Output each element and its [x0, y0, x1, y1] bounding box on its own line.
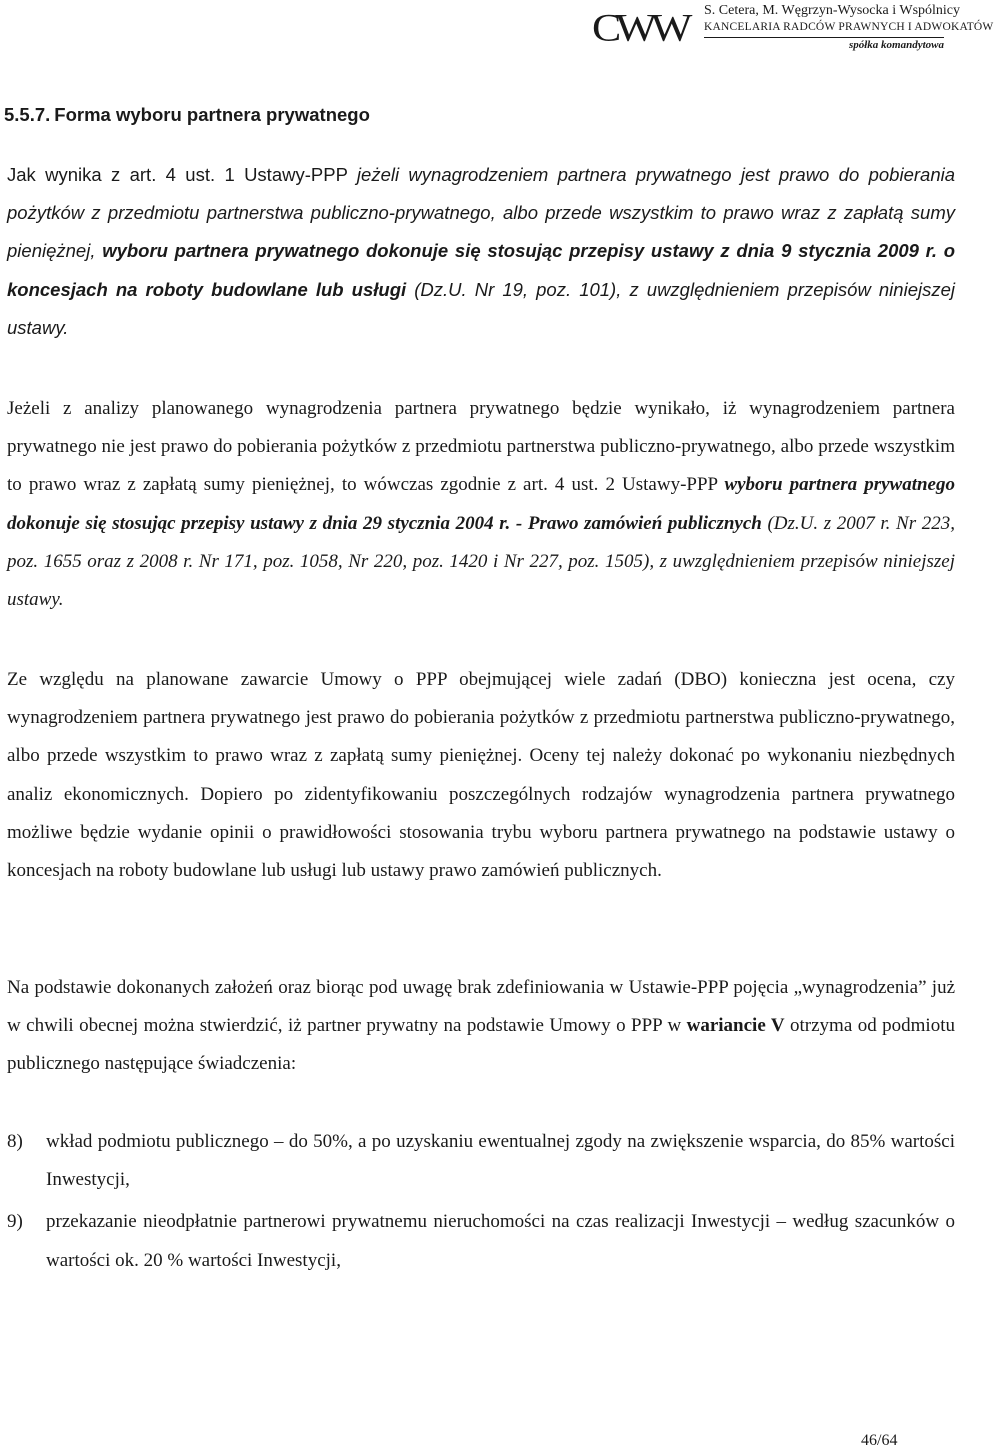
logo-rule: [704, 37, 944, 38]
section-number: 5.5.7.: [4, 104, 51, 125]
list-item: [7, 1203, 955, 1279]
paragraph-2-citation: (Dz.U. z 2007 r. Nr 223, poz. 1655 oraz z 2008 r. Nr 171, poz. 1058, Nr 220, poz. 1420 i Nr 227, poz. 1505), z uwzględnieniem przepisów niniejszej ustawy.: [7, 512, 955, 611]
paragraph-4-outro: otrzyma od podmiotu publicznego następujące świadczenia:: [7, 1015, 955, 1075]
section-title: Forma wyboru partnera prywatnego: [54, 104, 370, 125]
section-heading: [4, 104, 370, 126]
paragraph-2: [7, 390, 955, 619]
firm-name: S. Cetera, M. Węgrzyn-Wysocka i Wspólnicy: [704, 3, 961, 18]
paragraph-3: Ze względu na planowane zawarcie Umowy o PPP obejmującej wiele zadań (DBO) konieczna jest ocena, czy wynagrodzeniem partnera prywatnego jest prawo do pobierania pożytków z przedmiotu partnerstwa publiczno-prywatnego, albo przede wszystkim to prawo wraz z zapłatą sumy pieniężnej. Oceny tej należy dokonać po wykonaniu niezbędnych analiz ekonomicznych. Dopiero po zidentyfikowaniu poszczególnych rodzajów wynagrodzenia partnera prywatnego możliwe będzie wydanie opinii o prawidłowości stosowania trybu wyboru partnera prywatnego na podstawie ustawy o koncesjach na roboty budowlane lub usługi lub ustawy prawo zamówień publicznych.: [7, 669, 955, 882]
firm-logo: [586, 0, 994, 58]
paragraph-4-variant: wariancie V: [686, 1015, 785, 1037]
paragraph-1-quote: jeżeli wynagrodzeniem partnera prywatnego jest prawo do pobierania pożytków z przedmiotu partnerstwa publiczno-prywatnego, albo przede wszystkim to prawo wraz z zapłatą sumy pieniężnej,: [7, 164, 956, 262]
logo-mark: CWW: [592, 5, 687, 50]
paragraph-4-intro: Na podstawie dokonanych założeń oraz biorąc pod uwagę brak zdefiniowania w Ustawie-PPP pojęcia „wynagrodzenia” już w chwili obecnej można stwierdzić, iż partner prywatny na podstawie Umowy o PPP w: [7, 977, 955, 1037]
paragraph-2-quote-bold: wyboru partnera prywatnego dokonuje się stosując przepisy ustawy z dnia 29 stycznia 2004 r. - Prawo zamówień publicznych: [7, 474, 955, 534]
page-number: 46/64: [861, 1432, 898, 1449]
firm-form: spółka komandytowa: [848, 39, 944, 51]
paragraph-1-quote-bold: wyboru partnera prywatnego dokonuje się stosując przepisy ustawy z dnia 9 stycznia 2009 r. o koncesjach na roboty budowlane lub usługi: [7, 240, 956, 300]
list-item-number: 8): [7, 1131, 23, 1152]
paragraph-1-intro: Jak wynika z art. 4 ust. 1 Ustawy-PPP: [7, 164, 357, 185]
paragraph-2-intro: Jeżeli z analizy planowanego wynagrodzenia partnera prywatnego będzie wynikało, iż wynagrodzeniem partnera prywatnego nie jest prawo do pobierania pożytków z przedmiotu partnerstwa publiczno-prywatnego, albo przede wszystkim to prawo wraz z zapłatą sumy pieniężnej, to wówczas zgodnie z art. 4 ust. 2 Ustawy-PPP: [7, 398, 955, 496]
benefits-list: [7, 1123, 955, 1284]
list-item-text: przekazanie nieodpłatnie partnerowi prywatnemu nieruchomości na czas realizacji Inwestycji – według szacunków o wartości ok. 20 % wartości Inwestycji,: [46, 1211, 955, 1271]
paragraph-1-citation: (Dz.U. Nr 19, poz. 101), z uwzględnieniem przepisów niniejszej ustawy.: [7, 278, 955, 338]
list-item-text: wkład podmiotu publicznego – do 50%, a po uzyskaniu ewentualnej zgody na zwiększenie wsparcia, do 85% wartości Inwestycji,: [46, 1131, 955, 1191]
paragraph-1: [7, 156, 955, 347]
firm-type: KANCELARIA RADCÓW PRAWNYCH I ADWOKATÓW: [704, 21, 994, 33]
list-item: [7, 1123, 955, 1199]
list-item-number: 9): [7, 1211, 23, 1233]
paragraph-4: [7, 969, 955, 1084]
